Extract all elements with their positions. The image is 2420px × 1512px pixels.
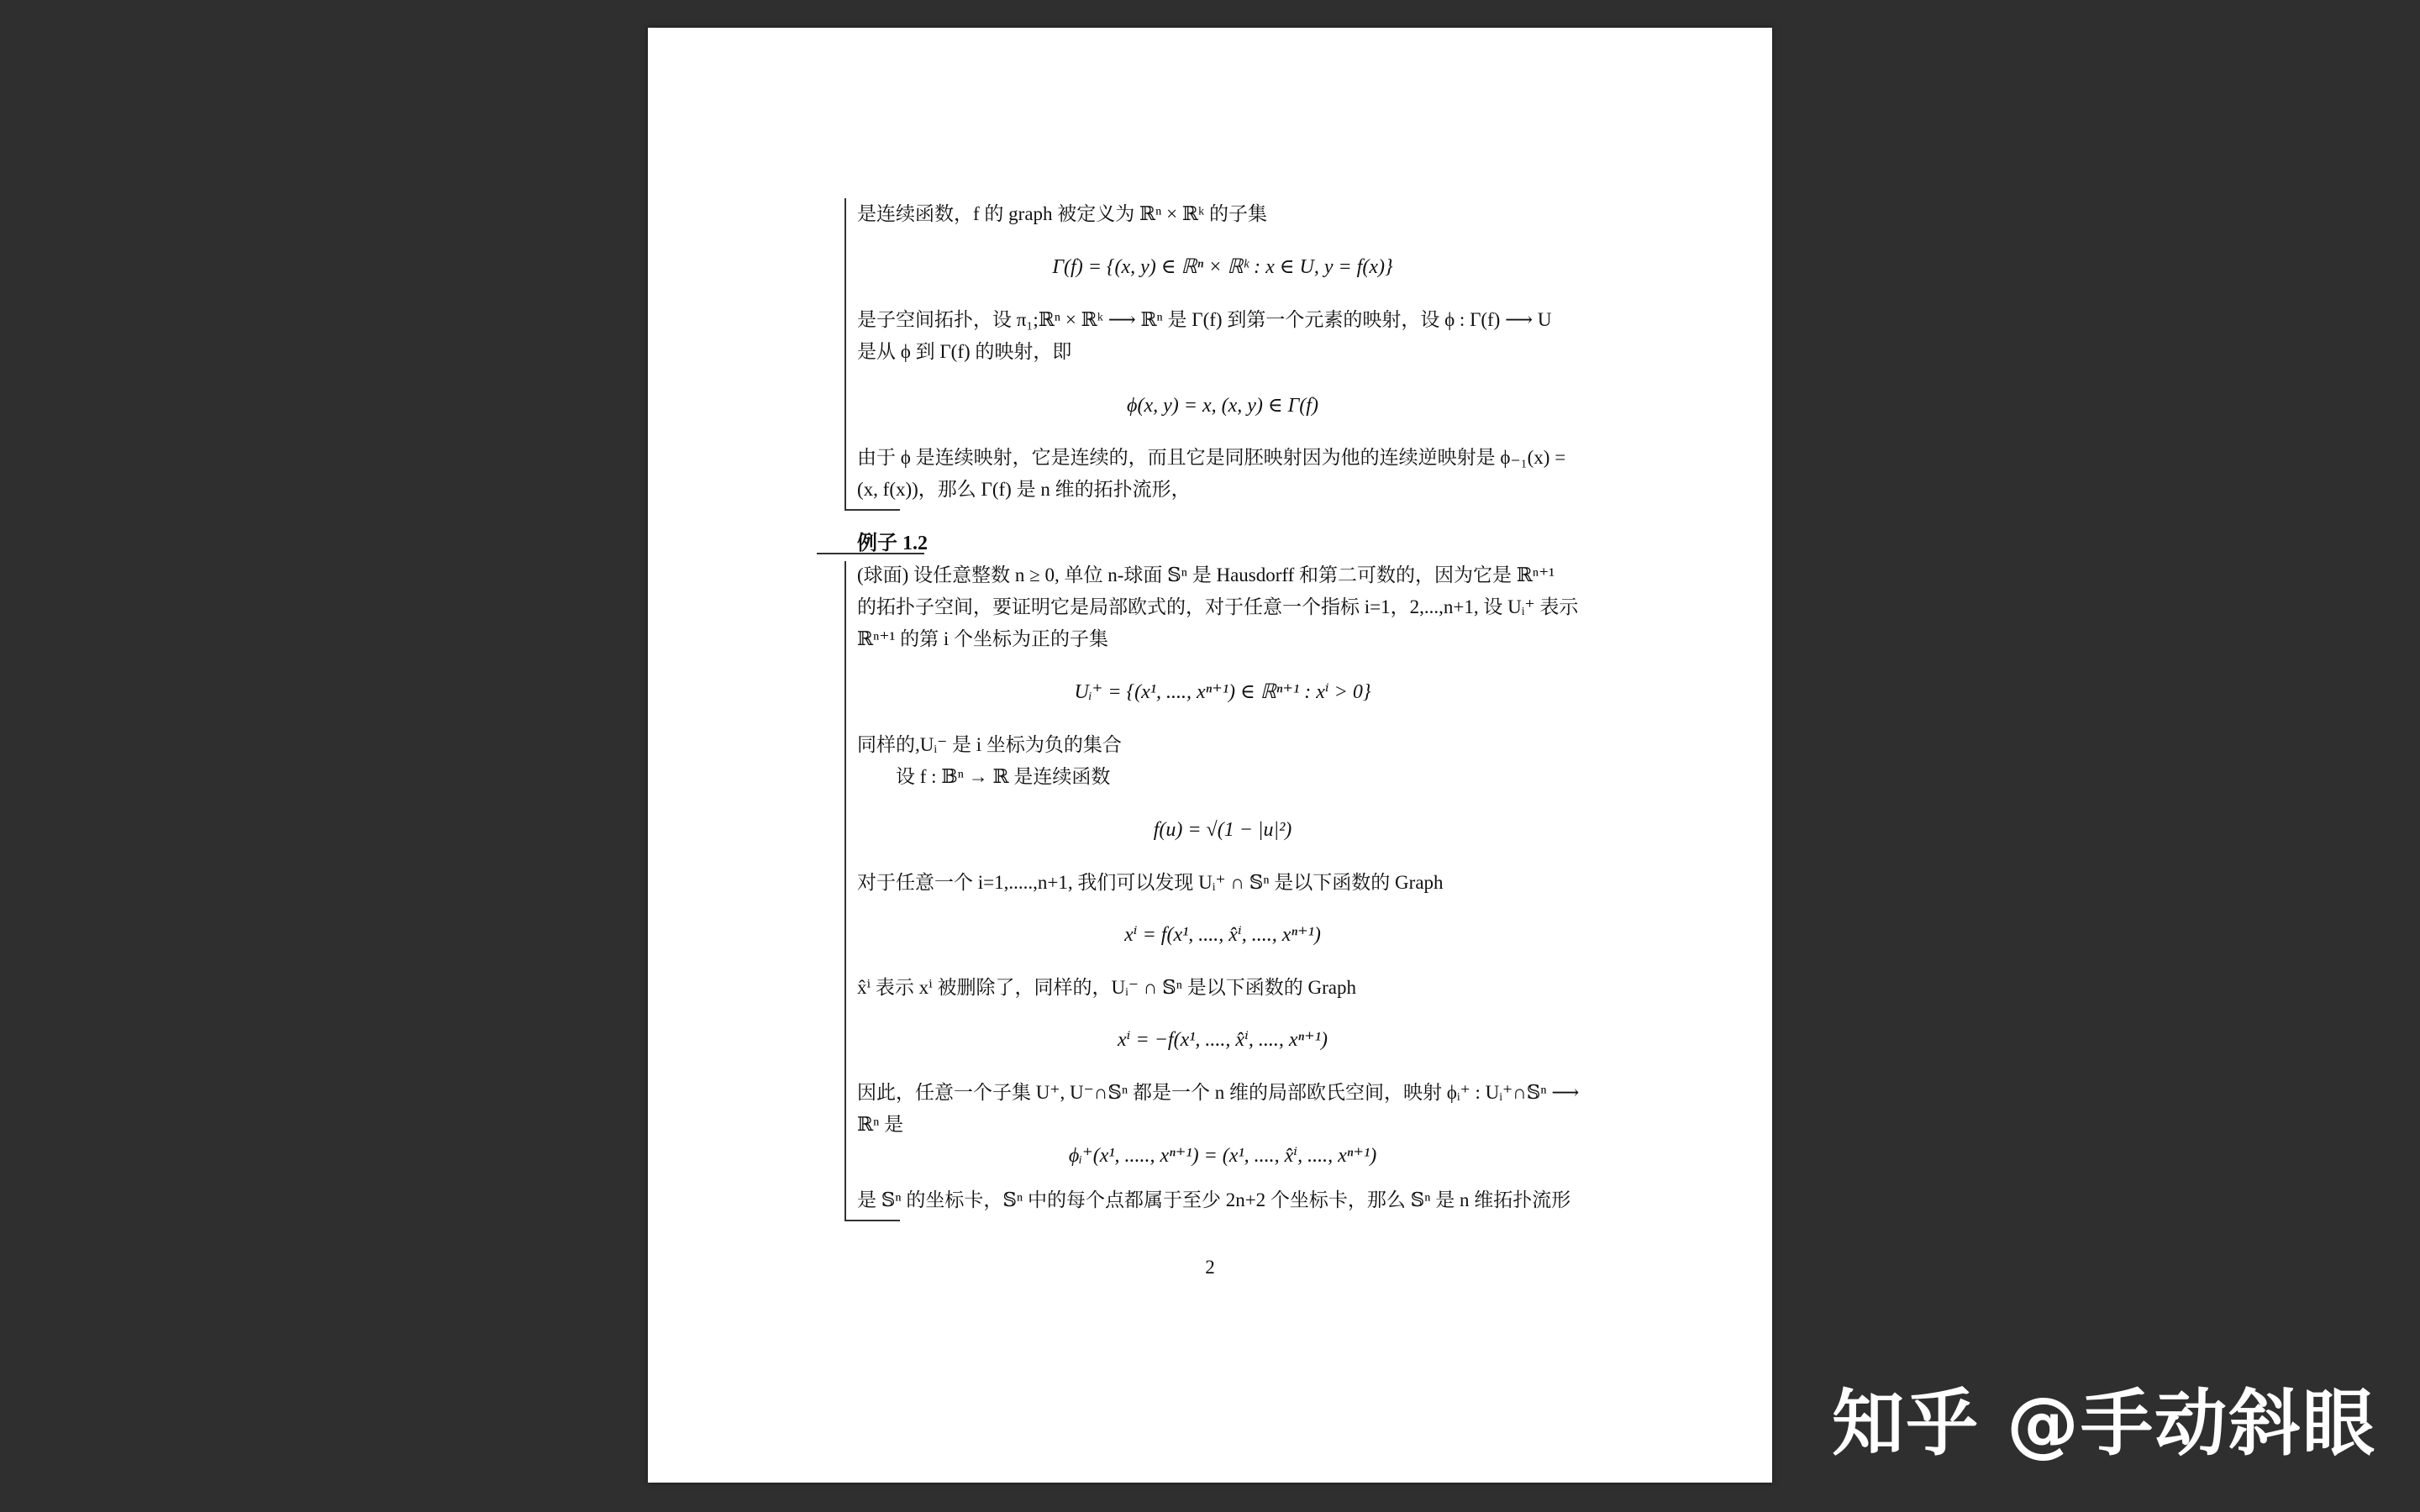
text-line: x̂ⁱ 表示 xⁱ 被删除了，同样的，Uᵢ⁻ ∩ 𝕊ⁿ 是以下函数的 Graph bbox=[857, 977, 1356, 998]
text-line: 是 𝕊ⁿ 的坐标卡，𝕊ⁿ 中的每个点都属于至少 2n+2 个坐标卡，那么 𝕊ⁿ 是 n 维拓扑流形 bbox=[857, 1189, 1571, 1210]
equation-f: f(u) = √(1 − |u|²) bbox=[1153, 819, 1292, 841]
equation-xi: xⁱ = f(x¹, ...., x̂ⁱ, ...., xⁿ⁺¹) bbox=[1124, 924, 1321, 946]
page-number: 2 bbox=[1205, 1257, 1215, 1278]
text-line: 是连续函数，f 的 graph 被定义为 ℝⁿ × ℝᵏ 的子集 bbox=[857, 203, 1267, 224]
text-line: 是子空间拓扑，设 π₁;ℝⁿ × ℝᵏ ⟶ ℝⁿ 是 Γ(f) 到第一个元素的映射，设 ϕ : Γ(f) ⟶ U bbox=[857, 309, 1552, 330]
text-line: 对于任意一个 i=1,.....,n+1, 我们可以发现 Uᵢ⁺ ∩ 𝕊ⁿ 是以下函数的 Graph bbox=[857, 872, 1444, 893]
text-line: 的拓扑子空间，要证明它是局部欧式的，对于任意一个指标 i=1，2,...,n+1, 设 Uᵢ⁺ 表示 bbox=[857, 596, 1579, 617]
equation-u: Uᵢ⁺ = {(x¹, ...., xⁿ⁺¹) ∈ ℝⁿ⁺¹ : xⁱ > 0} bbox=[1074, 681, 1371, 703]
equation-xi-neg: xⁱ = −f(x¹, ...., x̂ⁱ, ...., xⁿ⁺¹) bbox=[1118, 1029, 1328, 1051]
text-line: 因此，任意一个子集 U⁺, U⁻∩𝕊ⁿ 都是一个 n 维的局部欧氏空间，映射 ϕᵢ⁺ : Uᵢ⁺∩𝕊ⁿ ⟶ bbox=[857, 1082, 1580, 1103]
equation-phi: ϕ(x, y) = x, (x, y) ∈ Γ(f) bbox=[1127, 395, 1318, 417]
equation-chart: ϕᵢ⁺(x¹, ....., xⁿ⁺¹) = (x¹, ...., x̂ⁱ, ...., xⁿ⁺¹) bbox=[1068, 1145, 1377, 1167]
text-line: ℝⁿ 是 bbox=[857, 1114, 904, 1135]
text-line: (x, f(x))，那么 Γ(f) 是 n 维的拓扑流形， bbox=[857, 479, 1191, 500]
text-line: 由于 ϕ 是连续映射，它是连续的，而且它是同胚映射因为他的连续逆映射是 ϕ₋₁(x) = bbox=[857, 447, 1566, 468]
equation-graph: Γ(f) = {(x, y) ∈ ℝⁿ × ℝᵏ : x ∈ U, y = f(x)} bbox=[1052, 256, 1393, 278]
example-title: 例子 1.2 bbox=[857, 533, 928, 554]
watermark: 知乎 @手动斜眼 bbox=[1832, 1382, 2376, 1466]
text-line: 是从 ϕ 到 Γ(f) 的映射，即 bbox=[857, 341, 1072, 362]
text-line: (球面) 设任意整数 n ≥ 0, 单位 n-球面 𝕊ⁿ 是 Hausdorff 和第二可数的，因为它是 ℝⁿ⁺¹ bbox=[857, 564, 1555, 585]
text-line: 设 f : 𝔹ⁿ → ℝ 是连续函数 bbox=[896, 766, 1111, 787]
text-line: 同样的,Uᵢ⁻ 是 i 坐标为负的集合 bbox=[857, 734, 1122, 755]
text-line: ℝⁿ⁺¹ 的第 i 个坐标为正的子集 bbox=[857, 628, 1109, 649]
